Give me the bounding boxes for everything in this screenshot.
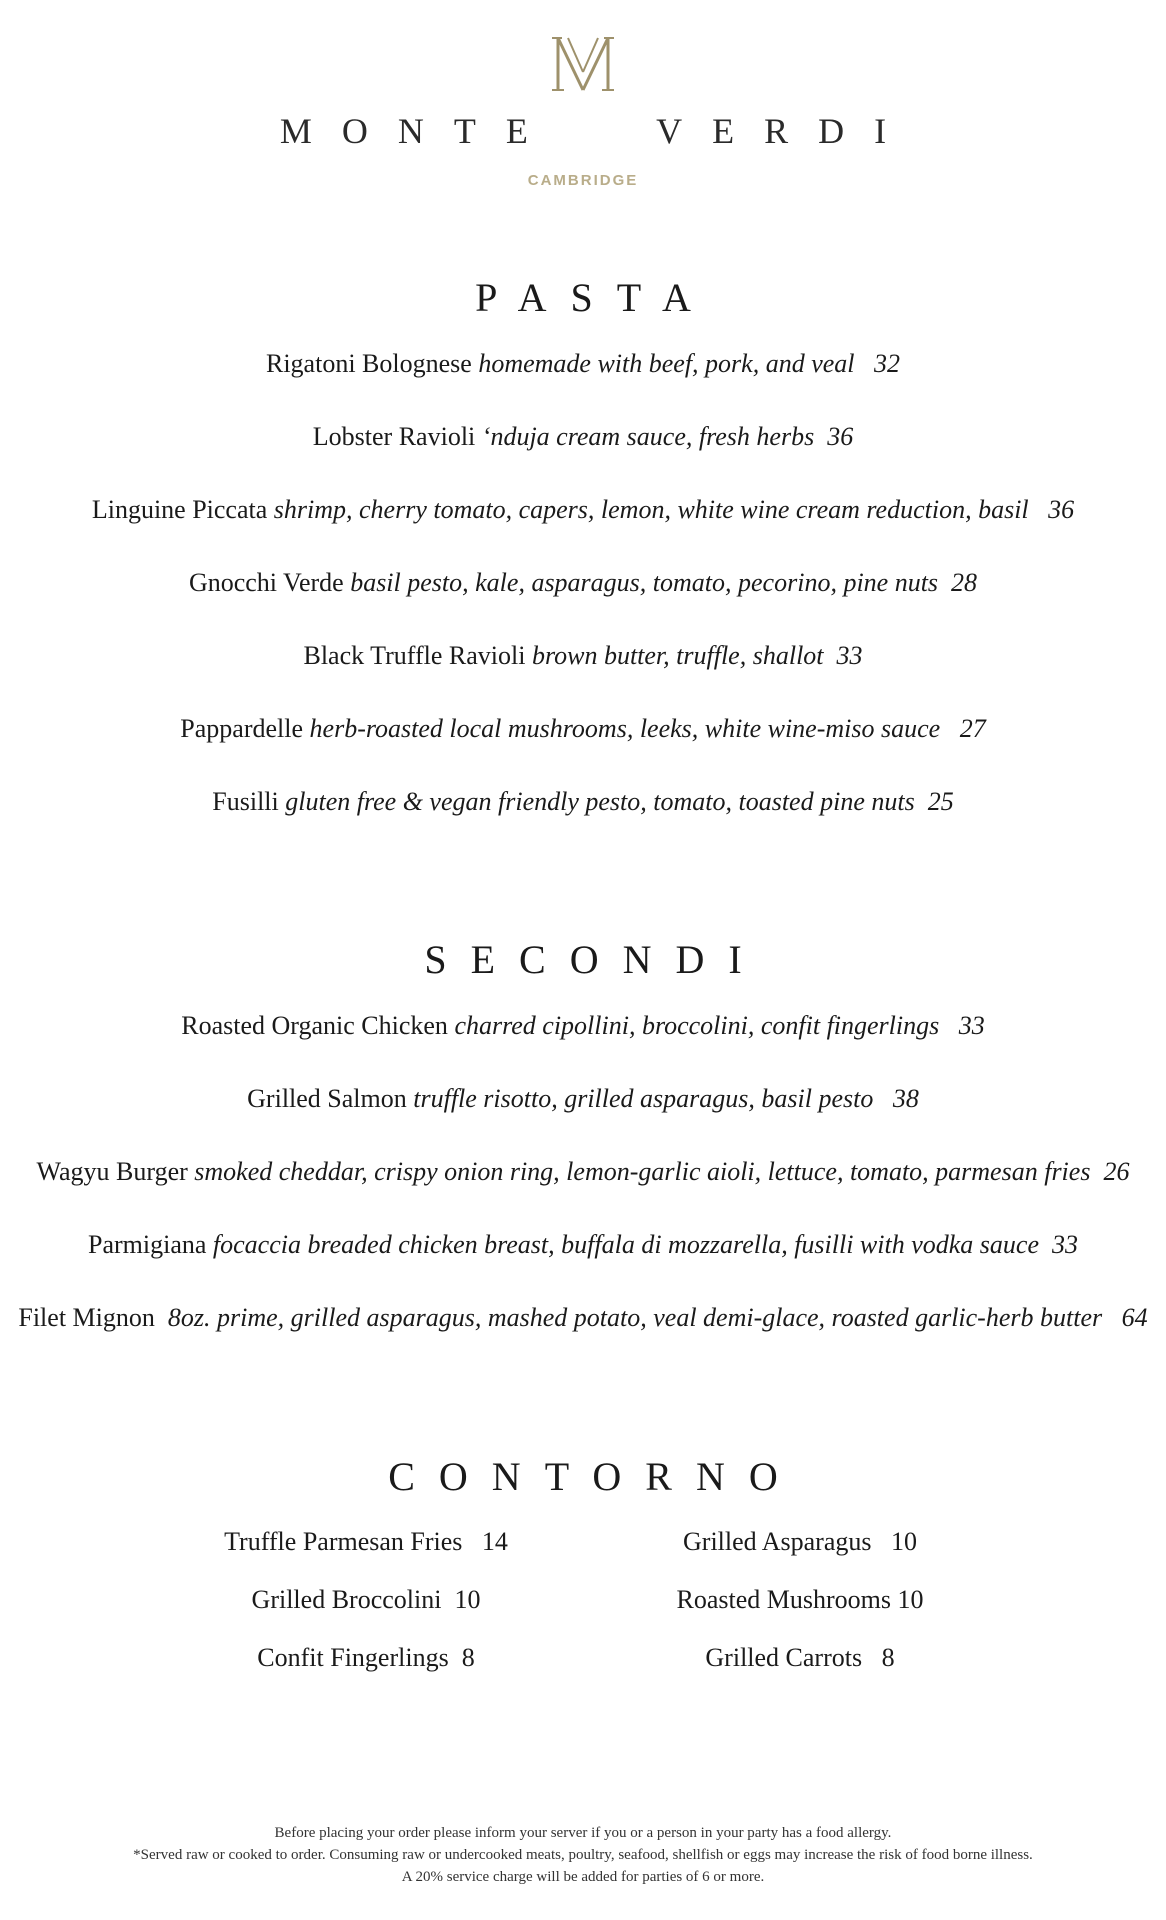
dish-name: Linguine Piccata xyxy=(91,495,268,524)
side-name: Roasted Mushrooms xyxy=(676,1585,891,1614)
dish-name: Pappardelle xyxy=(180,714,304,743)
dish-description: 8oz. prime, grilled asparagus, mashed potato, veal demi-glace, roasted garlic-herb butter xyxy=(167,1303,1103,1332)
side-price: 10 xyxy=(897,1585,924,1614)
dish-price: 38 xyxy=(892,1084,919,1113)
menu-item xyxy=(0,713,1166,745)
side-item xyxy=(590,1642,1010,1674)
dish-name: Filet Mignon xyxy=(18,1303,155,1332)
side-price: 8 xyxy=(881,1643,895,1672)
dish-price: 33 xyxy=(958,1011,985,1040)
dish-name: Black Truffle Ravioli xyxy=(303,641,526,670)
dish-description: gluten free & vegan friendly pesto, tomato, toasted pine nuts xyxy=(285,787,915,816)
section-title-pasta: PASTA xyxy=(475,275,715,320)
side-price: 14 xyxy=(481,1527,508,1556)
side-item xyxy=(590,1526,1010,1558)
side-name: Grilled Asparagus xyxy=(683,1527,872,1556)
side-price: 10 xyxy=(454,1585,481,1614)
side-price: 10 xyxy=(890,1527,917,1556)
raw-food-notice: *Served raw or cooked to order. Consuming raw or undercooked meats, poultry, seafood, shellfish or eggs may increase the risk of food borne illness. xyxy=(133,1847,1033,1863)
dish-name: Lobster Ravioli xyxy=(312,422,476,451)
menu-item xyxy=(0,1229,1166,1261)
menu-item xyxy=(0,348,1166,380)
brand-city: CAMBRIDGE xyxy=(527,172,639,189)
dish-description: homemade with beef, pork, and veal xyxy=(478,349,855,378)
side-name: Grilled Broccolini xyxy=(251,1585,442,1614)
brand-name: MONTE VERDI xyxy=(279,111,917,151)
menu-item xyxy=(0,1156,1166,1188)
dish-description: herb-roasted local mushrooms, leeks, white wine-miso sauce xyxy=(309,714,941,743)
menu-item xyxy=(0,640,1166,672)
menu-item xyxy=(0,786,1166,818)
dish-price: 64 xyxy=(1121,1303,1148,1332)
dish-name: Fusilli xyxy=(212,787,279,816)
service-charge-notice: A 20% service charge will be added for parties of 6 or more. xyxy=(401,1869,765,1885)
menu-item xyxy=(0,1010,1166,1042)
side-item xyxy=(156,1584,576,1616)
logo xyxy=(0,32,1166,101)
dish-name: Gnocchi Verde xyxy=(188,568,344,597)
dish-name: Roasted Organic Chicken xyxy=(181,1011,448,1040)
mv-logo-icon xyxy=(548,32,618,96)
side-item xyxy=(156,1642,576,1674)
dish-price: 36 xyxy=(1048,495,1075,524)
dish-price: 25 xyxy=(927,787,954,816)
side-item xyxy=(590,1584,1010,1616)
dish-price: 32 xyxy=(874,349,900,378)
section-title-secondi: SECONDI xyxy=(424,937,766,982)
dish-description: brown butter, truffle, shallot xyxy=(531,641,824,670)
side-name: Confit Fingerlings xyxy=(257,1643,449,1672)
dish-name: Wagyu Burger xyxy=(36,1157,188,1186)
allergy-notice: Before placing your order please inform your server if you or a person in your party has a food allergy. xyxy=(274,1825,892,1841)
dish-price: 36 xyxy=(827,422,854,451)
dish-description: basil pesto, kale, asparagus, tomato, pecorino, pine nuts xyxy=(350,568,939,597)
dish-price: 33 xyxy=(836,641,863,670)
dish-price: 28 xyxy=(951,568,978,597)
section-title-contorno: CONTORNO xyxy=(388,1454,802,1499)
dish-description: focaccia breaded chicken breast, buffala di mozzarella, fusilli with vodka sauce xyxy=(212,1230,1039,1259)
side-price: 8 xyxy=(461,1643,475,1672)
dish-price: 27 xyxy=(959,714,986,743)
dish-price: 33 xyxy=(1052,1230,1078,1259)
dish-name: Grilled Salmon xyxy=(247,1084,407,1113)
dish-price: 26 xyxy=(1103,1157,1130,1186)
side-name: Truffle Parmesan Fries xyxy=(224,1527,463,1556)
side-item xyxy=(156,1526,576,1558)
menu-item xyxy=(0,567,1166,599)
menu-item xyxy=(0,421,1166,453)
dish-name: Rigatoni Bolognese xyxy=(265,349,472,378)
dish-description: smoked cheddar, crispy onion ring, lemon-garlic aioli, lettuce, tomato, parmesan fries xyxy=(194,1157,1091,1186)
dish-name: Parmigiana xyxy=(88,1230,207,1259)
menu-item xyxy=(0,1302,1166,1334)
dish-description: ‘nduja cream sauce, fresh herbs xyxy=(481,422,815,451)
dish-description: shrimp, cherry tomato, capers, lemon, white wine cream reduction, basil xyxy=(273,495,1029,524)
dish-description: charred cipollini, broccolini, confit fingerlings xyxy=(454,1011,940,1040)
menu-item xyxy=(0,494,1166,526)
menu-item xyxy=(0,1083,1166,1115)
dish-description: truffle risotto, grilled asparagus, basil pesto xyxy=(413,1084,874,1113)
side-name: Grilled Carrots xyxy=(705,1643,863,1672)
